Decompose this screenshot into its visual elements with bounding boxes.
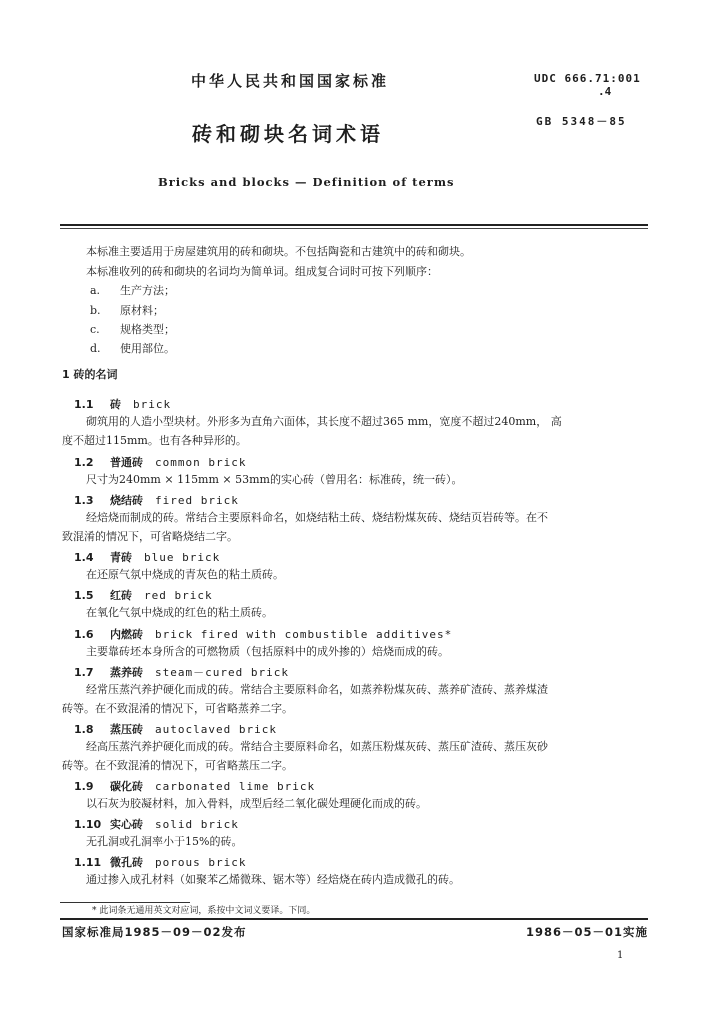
section-heading: 1 砖的名词 bbox=[62, 368, 118, 381]
term-definition: 以石灰为胶凝材料，加入骨料，成型后经二氧化碳处理硬化而成的砖。 bbox=[86, 797, 427, 810]
term-chinese: 普通砖 bbox=[110, 456, 143, 469]
intro-line-2: 本标准收列的砖和砌块的名词均为简单词。组成复合词时可按下列顺序： bbox=[86, 265, 438, 278]
list-item bbox=[90, 342, 175, 356]
term-chinese: 内燃砖 bbox=[110, 628, 143, 641]
term-heading bbox=[74, 854, 246, 870]
gb-code: GB 5348－85 bbox=[536, 115, 627, 128]
list-label: d. bbox=[90, 342, 101, 355]
term-english: carbonated lime brick bbox=[155, 780, 316, 793]
implementation-date: 1986－05－01实施 bbox=[526, 925, 649, 939]
term-number: 1.6 bbox=[74, 628, 94, 641]
term-english: red brick bbox=[144, 589, 213, 602]
term-definition: 无孔洞或孔洞率小于15%的砖。 bbox=[86, 835, 243, 848]
term-heading bbox=[74, 587, 213, 603]
term-definition: 主要靠砖坯本身所含的可燃物质（包括原料中的成外掺的）焙烧而成的砖。 bbox=[86, 645, 449, 658]
term-chinese: 红砖 bbox=[110, 589, 132, 602]
footnote: * 此词条无通用英文对应词，系按中文词义要译。下同。 bbox=[92, 906, 316, 916]
term-heading bbox=[74, 721, 277, 737]
term-number: 1.7 bbox=[74, 666, 94, 679]
page-number: 1 bbox=[617, 950, 624, 961]
term-heading bbox=[74, 549, 220, 565]
term-definition: 在氧化气氛中烧成的红色的粘土质砖。 bbox=[86, 606, 273, 619]
udc-code-cont: .4 bbox=[598, 85, 612, 98]
header-divider bbox=[60, 224, 648, 226]
term-english: blue brick bbox=[144, 551, 221, 564]
term-number: 1.10 bbox=[74, 818, 102, 831]
term-definition-cont: 砖等。在不致混淆的情况下，可省略蒸压二字。 bbox=[62, 759, 293, 772]
term-number: 1.2 bbox=[74, 456, 94, 469]
term-english: autoclaved brick bbox=[155, 723, 277, 736]
list-text: 使用部位。 bbox=[120, 342, 175, 355]
footer-divider bbox=[60, 918, 648, 920]
term-chinese: 砖 bbox=[110, 398, 121, 411]
term-chinese: 微孔砖 bbox=[110, 856, 143, 869]
term-chinese: 碳化砖 bbox=[110, 780, 143, 793]
term-chinese: 实心砖 bbox=[110, 818, 143, 831]
title-chinese: 砖和砌块名词术语 bbox=[192, 122, 384, 146]
term-english: solid brick bbox=[155, 818, 239, 831]
term-english: common brick bbox=[155, 456, 247, 469]
term-definition: 经焙烧而制成的砖。常结合主要原料命名，如烧结粘土砖、烧结粉煤灰砖、烧结页岩砖等。在不 bbox=[86, 511, 548, 524]
term-heading bbox=[74, 664, 289, 680]
term-number: 1.3 bbox=[74, 494, 94, 507]
term-definition: 在还原气氛中烧成的青灰色的粘土质砖。 bbox=[86, 568, 284, 581]
header-divider-thin bbox=[60, 228, 648, 229]
list-label: c. bbox=[90, 323, 100, 336]
term-heading bbox=[74, 778, 315, 794]
list-label: b. bbox=[90, 304, 101, 317]
title-english: Bricks and blocks — Definition of terms bbox=[158, 175, 455, 189]
term-heading bbox=[74, 816, 239, 832]
term-definition: 通过掺入成孔材料（如聚苯乙烯微珠、锯木等）经焙烧在砖内造成微孔的砖。 bbox=[86, 873, 460, 886]
term-definition-cont: 砖等。在不致混淆的情况下，可省略蒸养二字。 bbox=[62, 702, 293, 715]
term-number: 1.9 bbox=[74, 780, 94, 793]
term-heading bbox=[74, 626, 452, 642]
term-definition-cont: 致混淆的情况下，可省略烧结二字。 bbox=[62, 530, 238, 543]
standard-name: 中华人民共和国国家标准 bbox=[191, 72, 390, 90]
term-chinese: 青砖 bbox=[110, 551, 132, 564]
list-item bbox=[90, 284, 175, 298]
term-english: brick bbox=[133, 398, 172, 411]
term-definition: 经高压蒸汽养护硬化而成的砖。常结合主要原料命名，如蒸压粉煤灰砖、蒸压矿渣砖、蒸压灰砂 bbox=[86, 740, 548, 753]
term-chinese: 蒸压砖 bbox=[110, 723, 143, 736]
term-definition: 尺寸为240mm × 115mm × 53mm的实心砖（曾用名：标准砖，统一砖）。 bbox=[86, 473, 463, 486]
term-english: porous brick bbox=[155, 856, 247, 869]
udc-code: UDC 666.71:001 bbox=[534, 72, 641, 85]
term-english: brick fired with combustible additives* bbox=[155, 628, 453, 641]
list-item bbox=[90, 304, 164, 318]
term-english: steam－cured brick bbox=[155, 666, 289, 679]
issue-date: 国家标准局1985－09－02发布 bbox=[62, 925, 247, 939]
intro-line-1: 本标准主要适用于房屋建筑用的砖和砌块。不包括陶瓷和古建筑中的砖和砌块。 bbox=[86, 245, 471, 258]
list-text: 原材料； bbox=[120, 304, 164, 317]
term-chinese: 烧结砖 bbox=[110, 494, 143, 507]
term-chinese: 蒸养砖 bbox=[110, 666, 143, 679]
term-english: fired brick bbox=[155, 494, 239, 507]
term-number: 1.1 bbox=[74, 398, 94, 411]
list-label: a. bbox=[90, 284, 101, 297]
list-text: 规格类型； bbox=[120, 323, 175, 336]
term-heading bbox=[74, 492, 239, 508]
term-definition: 经常压蒸汽养护硬化而成的砖。常结合主要原料命名，如蒸养粉煤灰砖、蒸养矿渣砖、蒸养煤渣 bbox=[86, 683, 548, 696]
term-number: 1.11 bbox=[74, 856, 102, 869]
list-item bbox=[90, 323, 175, 337]
term-number: 1.4 bbox=[74, 551, 94, 564]
term-definition: 砌筑用的人造小型块材。外形多为直角六面体，其长度不超过365 mm，宽度不超过240mm， 高 bbox=[86, 415, 562, 428]
term-heading bbox=[74, 396, 171, 412]
term-number: 1.5 bbox=[74, 589, 94, 602]
term-heading bbox=[74, 454, 246, 470]
term-definition-cont: 度不超过115mm。也有各种异形的。 bbox=[62, 434, 247, 447]
list-text: 生产方法； bbox=[120, 284, 175, 297]
term-number: 1.8 bbox=[74, 723, 94, 736]
